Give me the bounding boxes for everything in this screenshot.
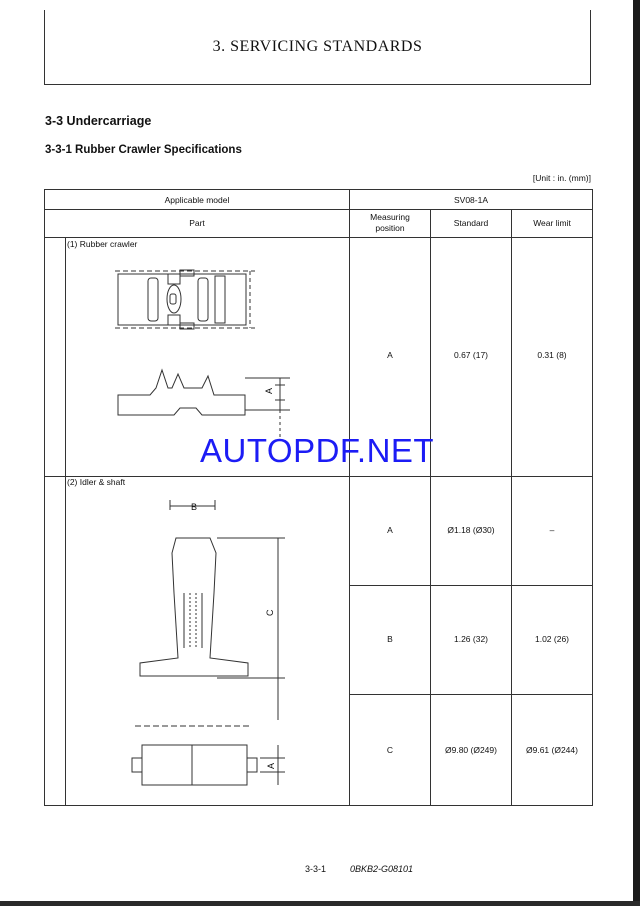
row2-wear-limit: – xyxy=(549,525,555,535)
footer-page-number: 3-3-1 xyxy=(305,864,327,874)
row2-position: A xyxy=(387,525,393,535)
applicable-model-header: Applicable model xyxy=(164,195,230,205)
title-box xyxy=(44,10,591,85)
idler-label-c: C xyxy=(265,609,275,616)
rubber-crawler-side-view-diagram xyxy=(110,370,310,440)
row1-standard: 0.67 (17) xyxy=(453,350,489,360)
table-rule xyxy=(349,694,592,695)
idler-cross-section-diagram xyxy=(130,498,310,708)
row2-standard: Ø1.18 (Ø30) xyxy=(447,525,495,535)
row3-position: B xyxy=(387,634,393,644)
shaft-side-view-diagram xyxy=(120,735,300,795)
table-rule xyxy=(349,585,592,586)
watermark-text: AUTOPDF.NET xyxy=(200,432,435,469)
table-rule xyxy=(430,209,431,805)
table-rule xyxy=(511,209,512,805)
footer-document-code: 0BKB2-G08101 xyxy=(350,864,414,874)
row4-wear-limit: Ø9.61 (Ø244) xyxy=(526,745,578,755)
standard-header: Standard xyxy=(453,218,489,228)
page-edge-right xyxy=(633,0,640,906)
idler-label-b: B xyxy=(190,502,198,512)
table-rule xyxy=(45,476,592,477)
row4-standard: Ø9.80 (Ø249) xyxy=(445,745,497,755)
part-idler-shaft: (2) Idler & shaft xyxy=(67,477,126,487)
section-heading: 3-3 Undercarriage xyxy=(45,114,152,128)
row1-wear-limit: 0.31 (8) xyxy=(537,350,567,360)
page-title: 3. SERVICING STANDARDS xyxy=(212,38,423,55)
shaft-label-a: A xyxy=(266,762,276,769)
wear-limit-header: Wear limit xyxy=(533,218,571,228)
row1-position: A xyxy=(387,350,393,360)
table-rule xyxy=(65,237,66,805)
table-rule xyxy=(349,209,350,805)
measuring-position-header: Measuring position xyxy=(370,212,410,233)
unit-note: [Unit : in. (mm)] xyxy=(532,173,591,183)
table-rule xyxy=(45,209,592,210)
part-rubber-crawler: (1) Rubber crawler xyxy=(67,239,138,249)
page-edge-bottom xyxy=(0,901,640,906)
model-name: SV08-1A xyxy=(453,195,489,205)
row3-standard: 1.26 (32) xyxy=(453,634,489,644)
part-header: Part xyxy=(189,218,205,228)
table-rule xyxy=(45,237,592,238)
rubber-crawler-top-view-diagram xyxy=(110,266,310,336)
crawler-label-a: A xyxy=(264,387,274,394)
row4-position: C xyxy=(386,745,394,755)
row3-wear-limit: 1.02 (26) xyxy=(534,634,570,644)
subsection-heading: 3-3-1 Rubber Crawler Specifications xyxy=(45,144,242,156)
